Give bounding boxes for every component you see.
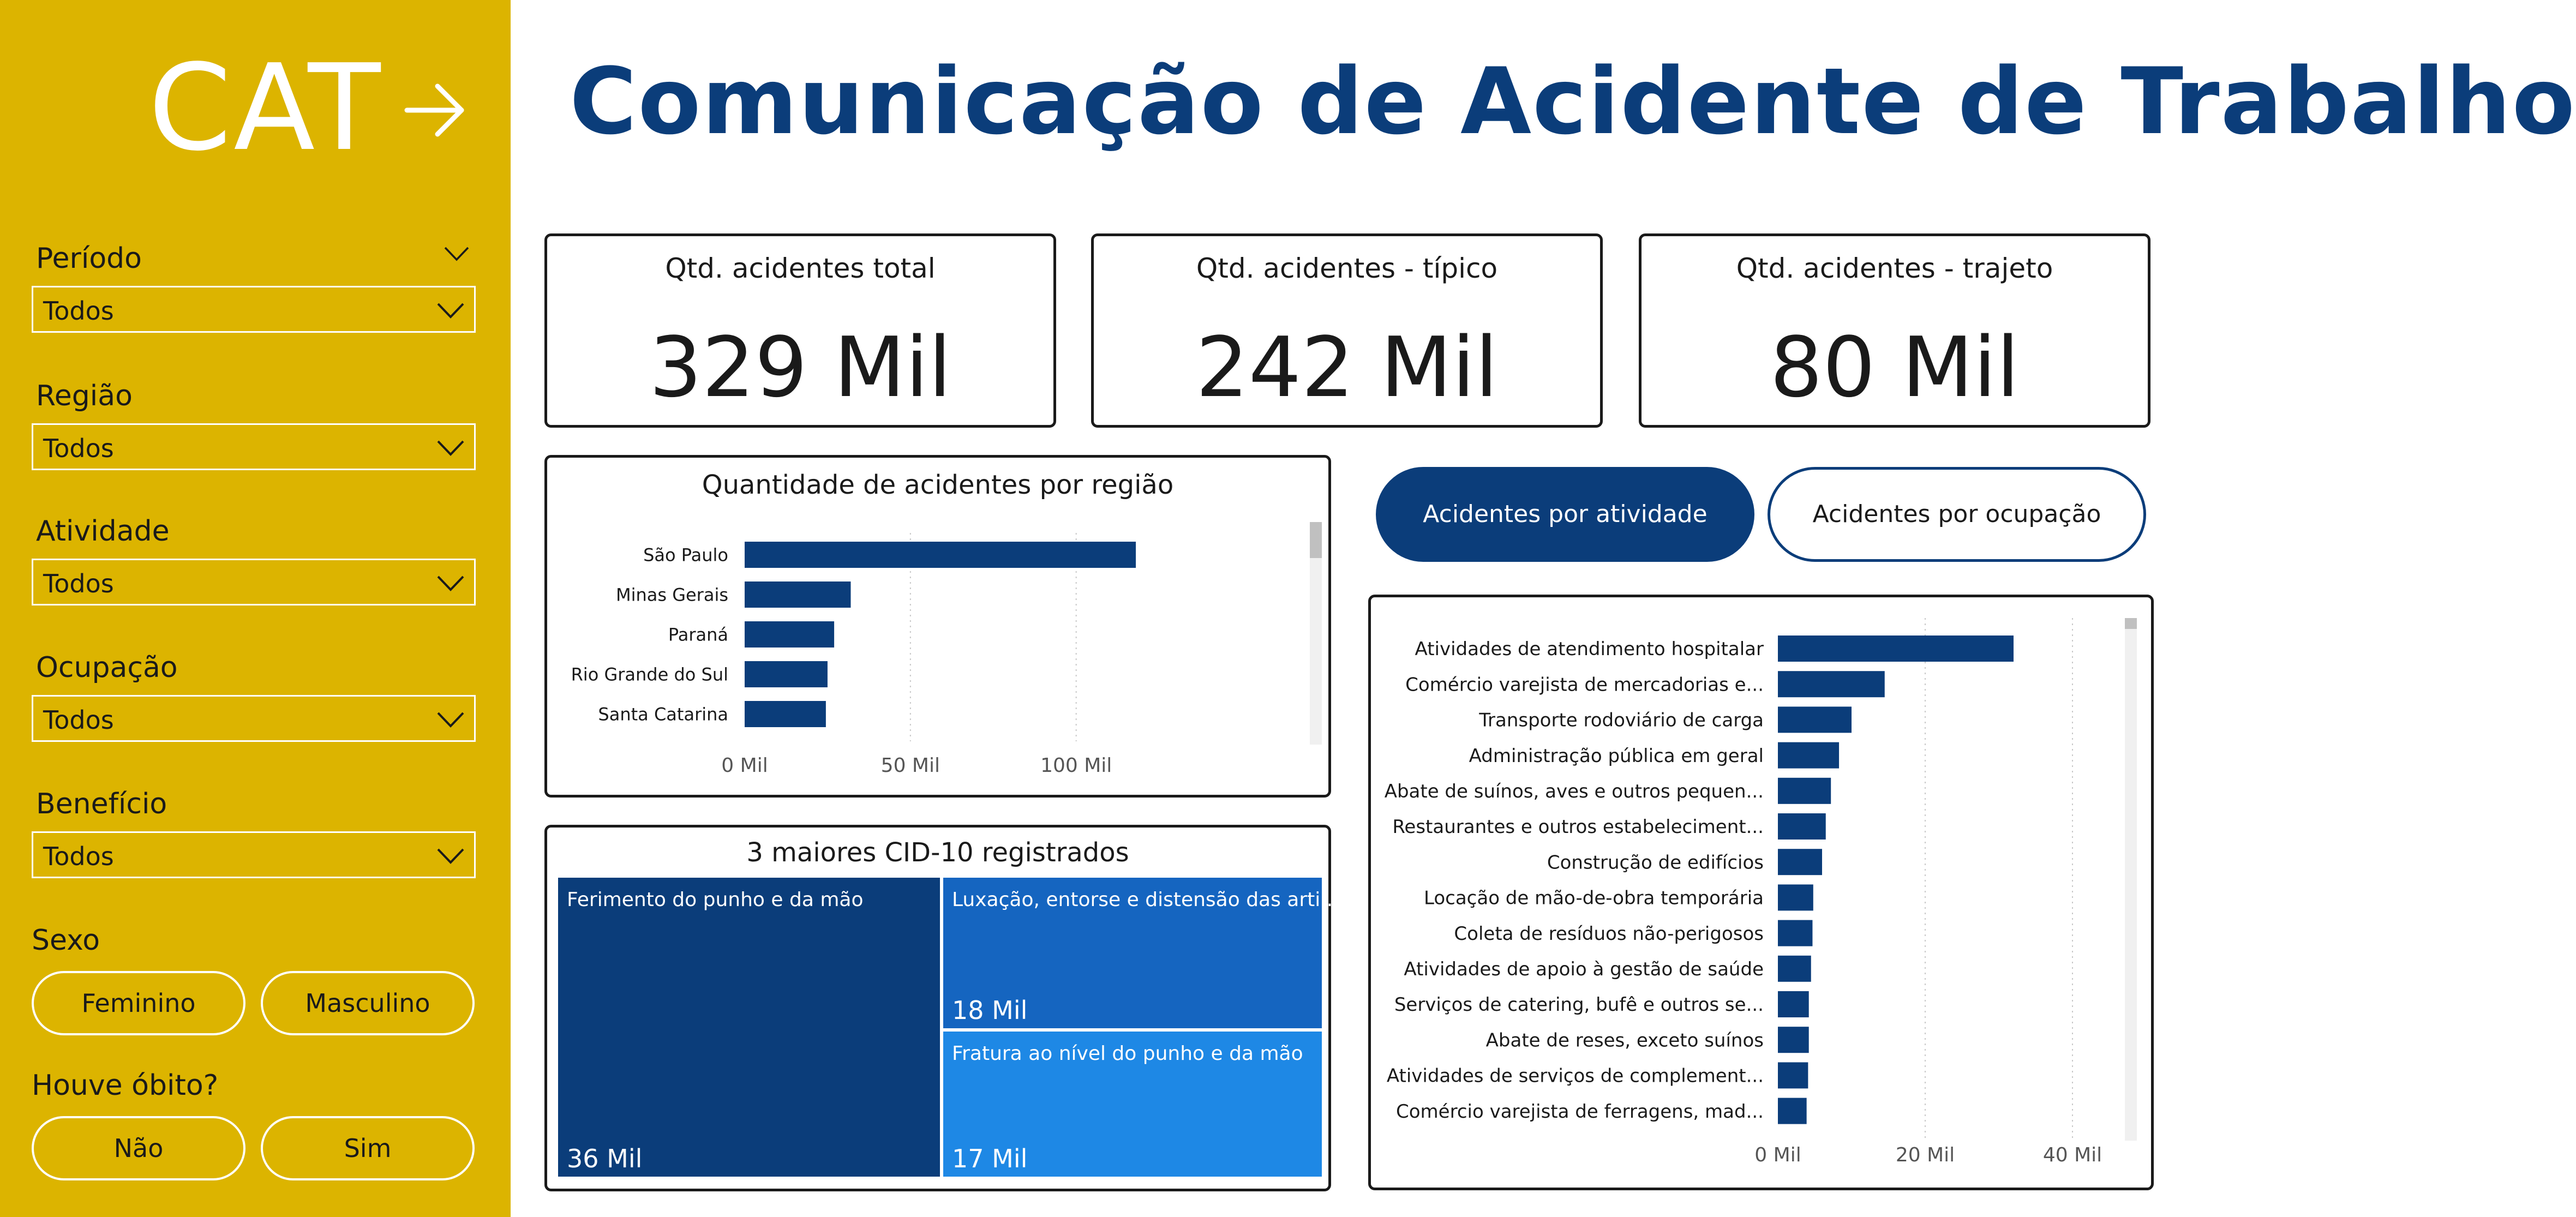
region-bar-chart bbox=[547, 458, 1328, 795]
obito-label: Houve óbito? bbox=[32, 1069, 219, 1102]
bar[interactable] bbox=[1778, 671, 1885, 697]
bar[interactable] bbox=[1778, 813, 1826, 840]
scrollbar-thumb[interactable] bbox=[2125, 618, 2137, 629]
bar[interactable] bbox=[1778, 1098, 1807, 1124]
bar[interactable] bbox=[1778, 884, 1813, 910]
treemap-tile-label: Ferimento do punho e da mão bbox=[567, 889, 864, 911]
treemap-tile[interactable] bbox=[558, 878, 940, 1177]
chevron-down-icon bbox=[436, 572, 465, 594]
cid-treemap-card bbox=[544, 825, 1339, 1191]
filter-sidebar bbox=[0, 0, 511, 1217]
beneficio-dropdown[interactable] bbox=[32, 831, 476, 878]
bar[interactable] bbox=[1778, 706, 1852, 733]
bar[interactable] bbox=[1778, 1062, 1808, 1088]
obito-nao-button[interactable]: Não bbox=[32, 1116, 245, 1180]
treemap-tile-label: Luxação, entorse e distensão das arti... bbox=[952, 889, 1339, 911]
sexo-masculino-button[interactable]: Masculino bbox=[261, 971, 475, 1035]
kpi-card-tipico bbox=[1091, 233, 1603, 428]
region-chart-title: Quantidade de acidentes por região bbox=[702, 470, 1174, 500]
kpi-value: 80 Mil bbox=[1770, 319, 2020, 416]
y-category-label: Restaurantes e outros estabeleciment... bbox=[1392, 816, 1764, 838]
y-category-label: Locação de mão-de-obra temporária bbox=[1423, 887, 1764, 909]
treemap-tile[interactable] bbox=[943, 1032, 1322, 1177]
treemap-tile-value: 36 Mil bbox=[567, 1144, 643, 1173]
scrollbar-track[interactable] bbox=[2125, 618, 2137, 1141]
acidentes-por-ocupacao-button[interactable]: Acidentes por ocupação bbox=[1768, 467, 2146, 562]
bar[interactable] bbox=[1778, 920, 1812, 946]
filter-label-atividade: Atividade bbox=[36, 515, 170, 548]
chevron-down-icon bbox=[436, 845, 465, 867]
arrow-right-icon[interactable] bbox=[403, 77, 468, 143]
y-category-label: Abate de reses, exceto suínos bbox=[1485, 1029, 1764, 1052]
y-category-label: Atividades de serviços de complement... bbox=[1386, 1065, 1764, 1087]
y-category-label: São Paulo bbox=[643, 544, 728, 566]
x-tick-label: 0 Mil bbox=[721, 754, 768, 777]
y-category-label: Minas Gerais bbox=[615, 584, 728, 605]
x-tick-label: 100 Mil bbox=[1040, 754, 1112, 777]
sexo-feminino-button[interactable]: Feminino bbox=[32, 971, 245, 1035]
y-category-label: Rio Grande do Sul bbox=[571, 664, 728, 685]
bar[interactable] bbox=[1778, 778, 1831, 804]
obito-sim-button[interactable]: Sim bbox=[261, 1116, 475, 1180]
bar[interactable] bbox=[745, 621, 834, 648]
chevron-down-icon bbox=[436, 299, 465, 321]
scrollbar-thumb[interactable] bbox=[1310, 522, 1322, 558]
logo: CAT bbox=[148, 39, 383, 177]
y-category-label: Administração pública em geral bbox=[1469, 745, 1764, 767]
bar[interactable] bbox=[1778, 636, 2014, 662]
kpi-title: Qtd. acidentes - típico bbox=[1196, 253, 1498, 284]
y-category-label: Abate de suínos, aves e outros pequen... bbox=[1384, 781, 1764, 803]
bar[interactable] bbox=[745, 701, 826, 727]
filter-label-beneficio: Benefício bbox=[36, 788, 167, 820]
treemap-tile-value: 17 Mil bbox=[952, 1144, 1028, 1173]
y-category-label: Atividades de apoio à gestão de saúde bbox=[1404, 958, 1764, 981]
bar[interactable] bbox=[1778, 956, 1811, 982]
kpi-title: Qtd. acidentes - trajeto bbox=[1736, 253, 2053, 284]
y-category-label: Serviços de catering, bufê e outros se... bbox=[1394, 994, 1764, 1016]
acidentes-por-atividade-button[interactable]: Acidentes por atividade bbox=[1376, 467, 1754, 562]
page-title: Comunicação de Acidente de Trabalho bbox=[570, 48, 2576, 155]
bar[interactable] bbox=[745, 542, 1136, 568]
atividade-dropdown[interactable] bbox=[32, 559, 476, 605]
region-chart-card bbox=[544, 455, 1331, 798]
y-category-label: Transporte rodoviário de carga bbox=[1479, 709, 1764, 732]
y-category-label: Construção de edifícios bbox=[1547, 852, 1764, 874]
regiao-value: Todos bbox=[43, 434, 114, 463]
treemap-tile[interactable] bbox=[943, 878, 1339, 1028]
x-tick-label: 40 Mil bbox=[2042, 1144, 2102, 1166]
bar[interactable] bbox=[1778, 742, 1839, 769]
beneficio-value: Todos bbox=[43, 842, 114, 871]
x-tick-label: 50 Mil bbox=[880, 754, 940, 777]
ocupacao-dropdown[interactable] bbox=[32, 695, 476, 742]
filter-label-ocupacao: Ocupação bbox=[36, 651, 178, 684]
treemap-tile-value: 18 Mil bbox=[952, 996, 1028, 1025]
bar[interactable] bbox=[1778, 991, 1809, 1017]
chevron-down-icon[interactable] bbox=[443, 244, 470, 263]
cid-chart-title: 3 maiores CID-10 registrados bbox=[746, 837, 1129, 868]
x-tick-label: 20 Mil bbox=[1895, 1144, 1955, 1166]
y-category-label: Coleta de resíduos não-perigosos bbox=[1454, 922, 1764, 945]
periodo-dropdown[interactable] bbox=[32, 286, 476, 333]
periodo-value: Todos bbox=[43, 296, 114, 326]
kpi-title: Qtd. acidentes total bbox=[665, 253, 936, 284]
y-category-label: Atividades de atendimento hospitalar bbox=[1415, 638, 1764, 661]
chevron-down-icon bbox=[436, 437, 465, 459]
sexo-label: Sexo bbox=[32, 924, 100, 957]
kpi-value: 329 Mil bbox=[649, 319, 952, 416]
kpi-card-total bbox=[544, 233, 1056, 428]
atividade-value: Todos bbox=[43, 569, 114, 598]
bar[interactable] bbox=[745, 581, 850, 608]
activity-bar-chart bbox=[1371, 597, 2151, 1188]
bar[interactable] bbox=[1778, 1027, 1809, 1053]
kpi-card-trajeto bbox=[1639, 233, 2150, 428]
regiao-dropdown[interactable] bbox=[32, 423, 476, 470]
y-category-label: Santa Catarina bbox=[598, 704, 728, 725]
ocupacao-value: Todos bbox=[43, 705, 114, 735]
treemap-tile-label: Fratura ao nível do punho e da mão bbox=[952, 1042, 1303, 1065]
chevron-down-icon bbox=[436, 709, 465, 730]
bar[interactable] bbox=[1778, 849, 1822, 875]
y-category-label: Comércio varejista de ferragens, mad... bbox=[1396, 1100, 1764, 1123]
kpi-value: 242 Mil bbox=[1195, 319, 1499, 416]
filter-label-regiao: Região bbox=[36, 380, 133, 412]
activity-chart-card bbox=[1368, 595, 2154, 1190]
bar[interactable] bbox=[745, 661, 828, 687]
x-tick-label: 0 Mil bbox=[1754, 1144, 1801, 1166]
y-category-label: Paraná bbox=[668, 624, 728, 645]
filter-label-periodo: Período bbox=[36, 242, 142, 275]
y-category-label: Comércio varejista de mercadorias e... bbox=[1405, 674, 1764, 696]
